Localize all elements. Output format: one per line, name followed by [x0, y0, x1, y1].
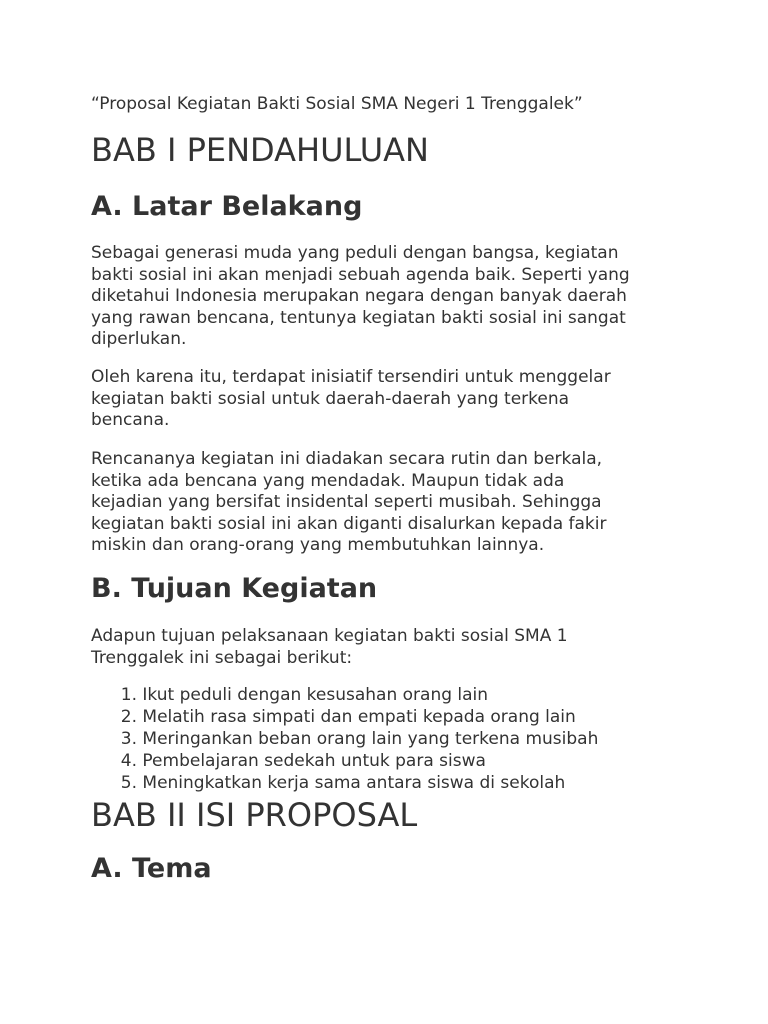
list-item: [91, 728, 598, 750]
list-number: 4.: [120, 751, 137, 771]
section-latar-belakang-heading: A. Latar Belakang: [91, 191, 363, 222]
tujuan-list: [91, 684, 598, 794]
paragraph-line: kegiatan bakti sosial untuk daerah-daerah yang terkena: [91, 388, 570, 409]
paragraph-3: [91, 449, 671, 557]
paragraph-line: diketahui Indonesia merupakan negara dengan banyak daerah: [91, 286, 627, 307]
paragraph-line: Oleh karena itu, terdapat inisiatif tersendiri untuk menggelar: [91, 367, 611, 387]
list-text: Melatih rasa simpati dan empati kepada orang lain: [142, 707, 576, 727]
list-item: [91, 750, 598, 772]
list-text: Meningkatkan kerja sama antara siswa di sekolah: [142, 773, 566, 793]
section-tema-heading: A. Tema: [91, 853, 212, 884]
list-number: 3.: [120, 729, 137, 749]
list-number: 1.: [120, 685, 137, 705]
paragraph-line: ketika ada bencana yang mendadak. Maupun tidak ada: [91, 470, 565, 491]
paragraph-line: Adapun tujuan pelaksanaan kegiatan bakti sosial SMA 1: [91, 626, 568, 646]
paragraph-line: bakti sosial ini akan menjadi sebuah agenda baik. Seperti yang: [91, 264, 630, 285]
paragraph-line: Trenggalek ini sebagai berikut:: [91, 647, 353, 668]
list-item: [91, 772, 598, 794]
paragraph-line: kegiatan bakti sosial ini akan diganti disalurkan kepada fakir: [91, 513, 607, 534]
list-text: Pembelajaran sedekah untuk para siswa: [142, 751, 486, 771]
list-item: [91, 706, 598, 728]
section-tujuan-kegiatan-heading: B. Tujuan Kegiatan: [91, 573, 378, 604]
paragraph-line: yang rawan bencana, tentunya kegiatan bakti sosial ini sangat: [91, 307, 626, 328]
paragraph-line: kejadian yang bersifat insidental seperti musibah. Sehingga: [91, 492, 602, 513]
proposal-title: “Proposal Kegiatan Bakti Sosial SMA Negeri 1 Trenggalek”: [91, 94, 583, 114]
list-number: 5.: [120, 773, 137, 793]
list-text: Ikut peduli dengan kesusahan orang lain: [142, 685, 489, 705]
paragraph-line: miskin dan orang-orang yang membutuhkan lainnya.: [91, 535, 545, 556]
paragraph-1: [91, 243, 671, 351]
list-number: 2.: [120, 707, 137, 727]
list-item: [91, 684, 598, 706]
list-text: Meringankan beban orang lain yang terkena musibah: [142, 729, 599, 749]
chapter-2-heading: BAB II ISI PROPOSAL: [91, 796, 418, 834]
paragraph-line: Sebagai generasi muda yang peduli dengan bangsa, kegiatan: [91, 243, 619, 263]
chapter-1-heading: BAB I PENDAHULUAN: [91, 131, 429, 169]
tujuan-intro: [91, 626, 671, 669]
paragraph-line: bencana.: [91, 410, 170, 431]
paragraph-2: [91, 367, 671, 432]
paragraph-line: diperlukan.: [91, 329, 187, 350]
paragraph-line: Rencananya kegiatan ini diadakan secara rutin dan berkala,: [91, 449, 603, 469]
